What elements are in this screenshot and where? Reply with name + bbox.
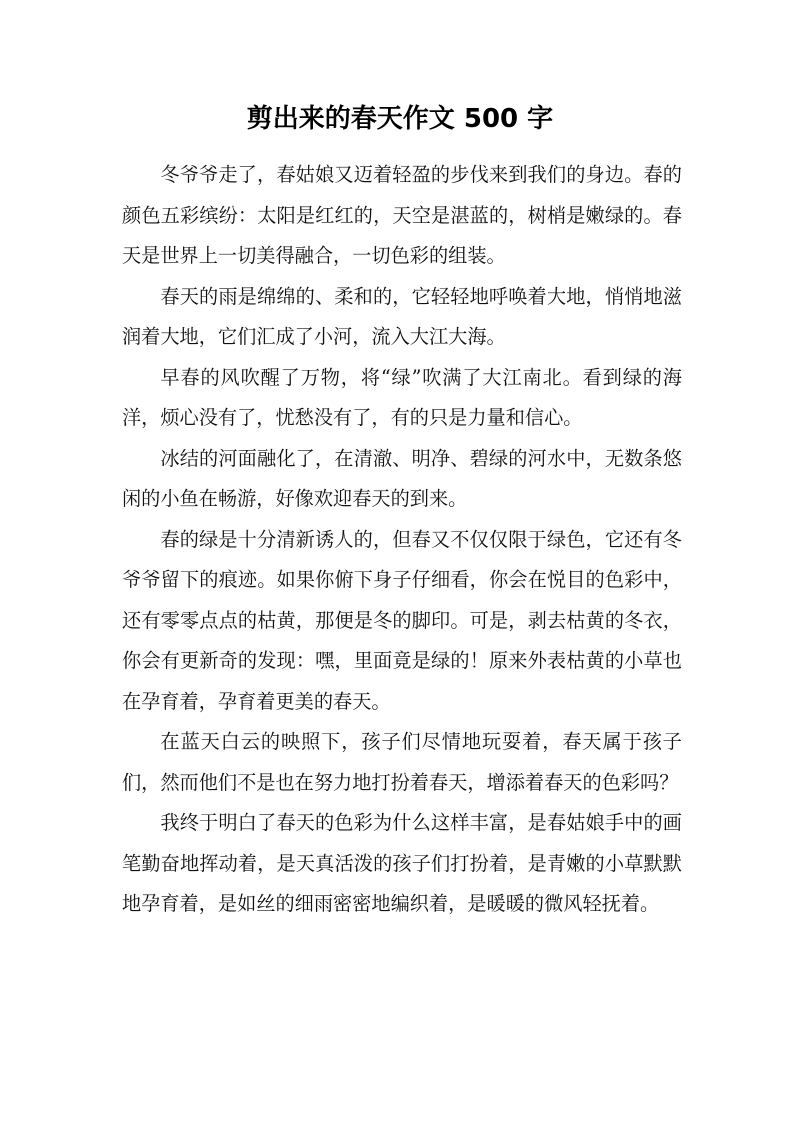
paragraph: 春的绿是十分清新诱人的，但春又不仅仅限于绿色，它还有冬爷爷留下的痕迹。如果你俯下身子仔细看，你会在悦目的色彩中，还有零零点点的枯黄，那便是冬的脚印。可是，剥去枯黄的冬衣，你会有更新奇的发现：嘿，里面竟是绿的！原来外表枯黄的小草也在孕育着，孕育着更美的春天。 [122, 527, 682, 713]
paragraph: 春天的雨是绵绵的、柔和的，它轻轻地呼唤着大地，悄悄地滋润着大地，它们汇成了小河，流入大江大海。 [122, 284, 682, 348]
paragraph: 冰结的河面融化了，在清澈、明净、碧绿的河水中，无数条悠闲的小鱼在畅游，好像欢迎春天的到来。 [122, 446, 682, 510]
paragraph: 在蓝天白云的映照下，孩子们尽情地玩耍着，春天属于孩子们，然而他们不是也在努力地打扮着春天，增添着春天的色彩吗？ [122, 730, 682, 794]
document-body [122, 155, 682, 925]
paragraph: 我终于明白了春天的色彩为什么这样丰富，是春姑娘手中的画笔勤奋地挥动着，是天真活泼的孩子们打扮着，是青嫩的小草默默地孕育着，是如丝的细雨密密地编织着，是暖暖的微风轻抚着。 [122, 811, 682, 915]
paragraph: 冬爷爷走了，春姑娘又迈着轻盈的步伐来到我们的身边。春的颜色五彩缤纷：太阳是红红的，天空是湛蓝的，树梢是嫩绿的。春天是世界上一切美得融合，一切色彩的组装。 [122, 163, 682, 267]
paragraph: 早春的风吹醒了万物，将“绿”吹满了大江南北。看到绿的海洋，烦心没有了，忧愁没有了，有的只是力量和信心。 [122, 365, 682, 429]
document-title: 剪出来的春天作文 500 字 [246, 104, 554, 134]
